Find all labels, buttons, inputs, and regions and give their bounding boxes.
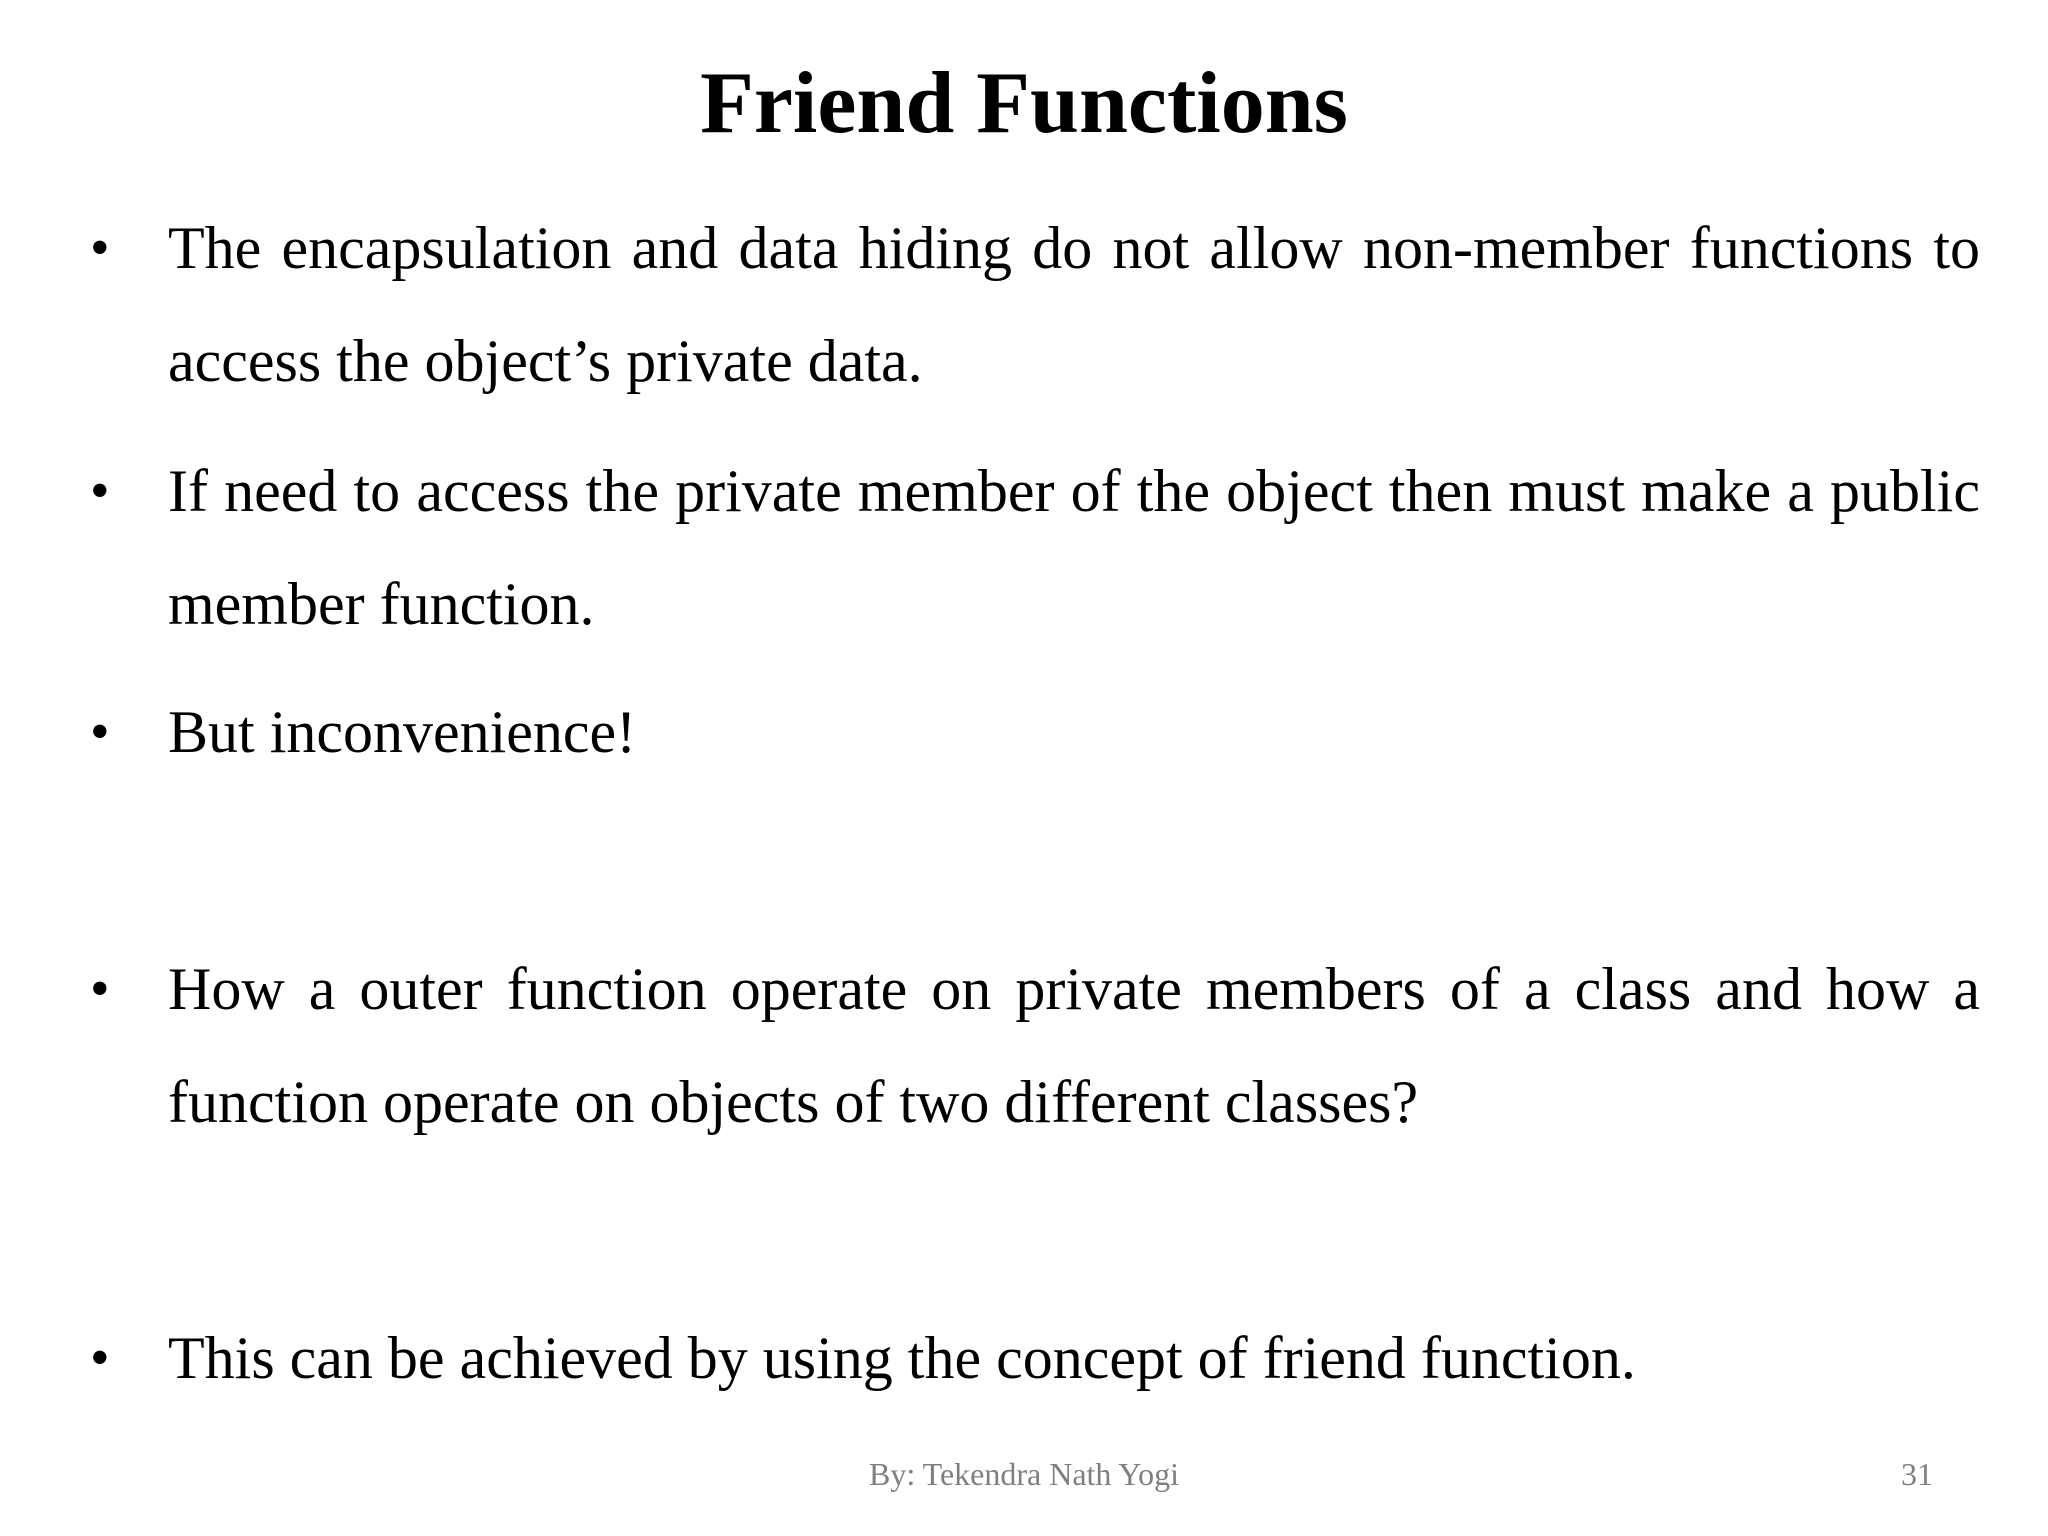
bullet-dot: • [90, 701, 110, 763]
footer-author: By: Tekendra Nath Yogi [868, 1456, 1180, 1492]
bullet-text: If need to access the private member of the object then must make a public member function. [168, 458, 1980, 637]
bullet-dot: • [90, 1327, 110, 1389]
bullet-text: How a outer function operate on private members of a class and how a function operate on objects of two different classes? [168, 956, 1980, 1135]
bullet-text: This can be achieved by using the concept of friend function. [168, 1325, 1636, 1391]
slide-title: Friend Functions [700, 55, 1348, 152]
page-number: 31 [1901, 1456, 1933, 1492]
bullet-dot: • [90, 460, 110, 522]
bullet-text: But inconvenience! [168, 699, 637, 765]
bullet-dot: • [90, 217, 110, 279]
bullet-dot: • [90, 958, 110, 1020]
bullet-text: The encapsulation and data hiding do not allow non-member functions to access the object’s private data. [168, 215, 1980, 394]
